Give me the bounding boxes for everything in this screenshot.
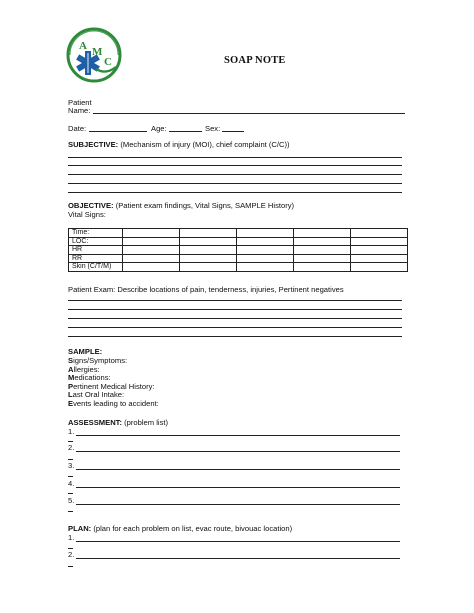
table-row (69, 246, 408, 255)
vitals-row-label: HR (69, 246, 123, 255)
subjective-section-heading (68, 140, 290, 149)
patient-exam-line[interactable] (68, 300, 402, 301)
page-title: SOAP NOTE (224, 55, 286, 66)
assessment-dash (68, 459, 73, 460)
subjective-line[interactable] (68, 174, 402, 175)
assessment-dash (68, 441, 73, 442)
amc-logo (66, 27, 122, 83)
subjective-line[interactable] (68, 183, 402, 184)
sample-heading: SAMPLE: (68, 347, 103, 356)
plan-dash (68, 548, 73, 549)
vitals-cell[interactable] (351, 263, 408, 272)
vitals-cell[interactable] (180, 229, 237, 238)
table-row (69, 254, 408, 263)
vitals-cell[interactable] (237, 254, 294, 263)
assessment-number: 2. (68, 443, 75, 452)
assessment-line[interactable] (76, 435, 400, 436)
assessment-dash (68, 476, 73, 477)
name-label: Name: (68, 106, 91, 115)
sample-letter: L (68, 390, 73, 399)
plan-description: (plan for each problem on list, evac route, bivouac location) (93, 524, 293, 533)
plan-section-heading (68, 524, 292, 533)
patient-label: Patient (68, 98, 92, 107)
vitals-cell[interactable] (237, 263, 294, 272)
vital-signs-table (68, 228, 408, 272)
sample-text: vents leading to accident: (73, 399, 159, 408)
vitals-cell[interactable] (351, 246, 408, 255)
plan-dash (68, 566, 73, 567)
assessment-number: 4. (68, 479, 75, 488)
objective-description: (Patient exam findings, Vital Signs, SAMPLE History) (115, 201, 295, 210)
assessment-heading: ASSESSMENT: (68, 418, 123, 427)
patient-exam-prompt: Patient Exam: Describe locations of pain, tenderness, injuries, Pertinent negatives (68, 285, 344, 294)
sample-text: ast Oral Intake: (72, 390, 125, 399)
sample-item-intake (68, 390, 124, 399)
vitals-cell[interactable] (351, 254, 408, 263)
vitals-cell[interactable] (180, 263, 237, 272)
vitals-cell[interactable] (180, 254, 237, 263)
assessment-line[interactable] (76, 504, 400, 505)
assessment-section-heading (68, 418, 168, 427)
sex-field[interactable] (222, 131, 244, 132)
logo-letter-a: A (79, 40, 87, 52)
vitals-cell[interactable] (294, 246, 351, 255)
vitals-cell[interactable] (351, 237, 408, 246)
vitals-cell[interactable] (294, 254, 351, 263)
subjective-description: (Mechanism of injury (MOI), chief complaint (C/C)) (120, 140, 290, 149)
vitals-cell[interactable] (351, 229, 408, 238)
sample-text: edications: (74, 373, 111, 382)
patient-exam-line[interactable] (68, 309, 402, 310)
vitals-cell[interactable] (294, 237, 351, 246)
sex-label: Sex: (205, 124, 221, 133)
age-label: Age: (151, 124, 167, 133)
table-row (69, 237, 408, 246)
sample-item-events (68, 399, 159, 408)
vitals-cell[interactable] (123, 263, 180, 272)
vitals-row-label: RR (69, 254, 123, 263)
plan-number: 1. (68, 533, 75, 542)
patient-exam-line[interactable] (68, 336, 402, 337)
vitals-cell[interactable] (180, 246, 237, 255)
patient-name-field[interactable] (93, 113, 405, 114)
vitals-cell[interactable] (237, 237, 294, 246)
logo-letter-m: M (92, 46, 103, 58)
sample-letter: E (68, 399, 74, 408)
star-of-life-logo-icon (66, 27, 122, 83)
assessment-number: 3. (68, 461, 75, 470)
vitals-cell[interactable] (180, 237, 237, 246)
subjective-line[interactable] (68, 192, 402, 193)
sample-letter: S (68, 356, 74, 365)
assessment-description: (problem list) (124, 418, 169, 427)
vitals-row-label: Skin (C/T/M) (69, 263, 123, 272)
sample-letter: P (68, 382, 74, 391)
subjective-line[interactable] (68, 165, 402, 166)
sample-letter: A (68, 365, 74, 374)
vitals-cell[interactable] (123, 237, 180, 246)
sample-text: igns/Symptoms: (73, 356, 128, 365)
logo-letter-c: C (104, 56, 112, 68)
assessment-dash (68, 511, 73, 512)
vital-signs-label: Vital Signs: (68, 210, 106, 219)
subjective-line[interactable] (68, 157, 402, 158)
vitals-cell[interactable] (123, 246, 180, 255)
assessment-dash (68, 493, 73, 494)
plan-line[interactable] (76, 558, 400, 559)
assessment-line[interactable] (76, 487, 400, 488)
date-label: Date: (68, 124, 87, 133)
patient-exam-line[interactable] (68, 318, 402, 319)
vitals-cell[interactable] (237, 229, 294, 238)
sample-letter: M (68, 373, 75, 382)
objective-heading: OBJECTIVE: (68, 201, 114, 210)
assessment-line[interactable] (76, 451, 400, 452)
date-field[interactable] (89, 131, 147, 132)
objective-section-heading (68, 201, 294, 210)
table-row (69, 263, 408, 272)
plan-line[interactable] (76, 541, 400, 542)
table-row (69, 229, 408, 238)
vitals-row-label: LOC: (69, 237, 123, 246)
subjective-heading: SUBJECTIVE: (68, 140, 119, 149)
sample-text: ertinent Medical History: (73, 382, 155, 391)
sample-item-signs (68, 356, 127, 365)
assessment-number: 1. (68, 427, 75, 436)
age-field[interactable] (169, 131, 202, 132)
patient-exam-line[interactable] (68, 327, 402, 328)
plan-heading: PLAN: (68, 524, 92, 533)
vitals-row-label: Time: (69, 229, 123, 238)
vitals-cell[interactable] (294, 229, 351, 238)
vitals-cell[interactable] (123, 229, 180, 238)
vitals-cell[interactable] (294, 263, 351, 272)
assessment-number: 5. (68, 496, 75, 505)
vitals-cell[interactable] (237, 246, 294, 255)
sample-item-medications (68, 373, 111, 382)
plan-number: 2. (68, 550, 75, 559)
vitals-cell[interactable] (123, 254, 180, 263)
assessment-line[interactable] (76, 469, 400, 470)
sample-text: llergies: (73, 365, 100, 374)
